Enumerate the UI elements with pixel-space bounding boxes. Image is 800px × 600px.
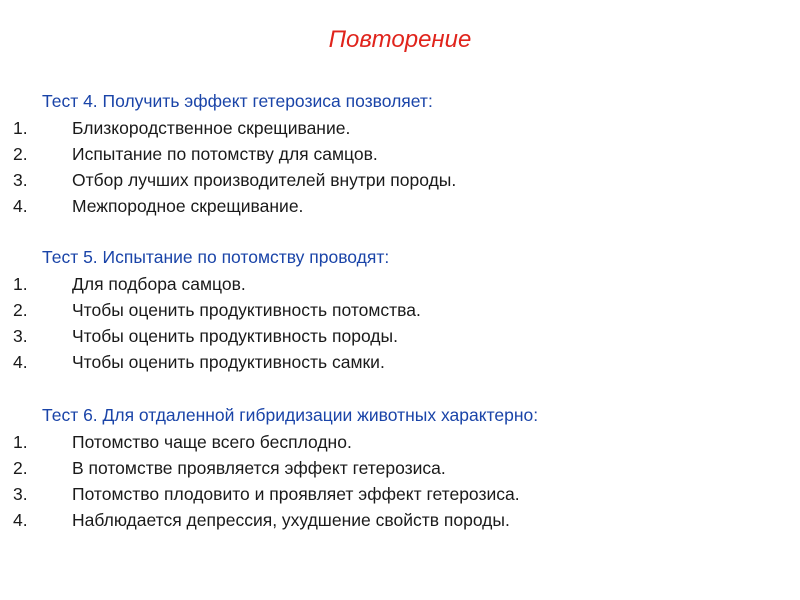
- option-number: 3.: [13, 484, 28, 504]
- option-text: В потомстве проявляется эффект гетерозиса.: [72, 458, 446, 478]
- option-number: 2.: [13, 458, 28, 478]
- option-number: 4.: [13, 352, 28, 372]
- option-number: 1.: [13, 432, 28, 452]
- option-number: 1.: [13, 118, 28, 138]
- test-question: Тест 5. Испытание по потомству проводят:: [42, 247, 390, 267]
- option-text: Испытание по потомству для самцов.: [72, 144, 378, 164]
- option-text: Отбор лучших производителей внутри породы.: [72, 170, 457, 190]
- test-question: Тест 6. Для отдаленной гибридизации животных характерно:: [42, 405, 539, 425]
- option-text: Чтобы оценить продуктивность потомства.: [72, 300, 421, 320]
- option-number: 3.: [13, 170, 28, 190]
- option-number: 1.: [13, 274, 28, 294]
- option-text: Близкородственное скрещивание.: [72, 118, 351, 138]
- option-text: Чтобы оценить продуктивность самки.: [72, 352, 385, 372]
- option-number: 4.: [13, 510, 28, 530]
- test-question: Тест 4. Получить эффект гетерозиса позволяет:: [42, 91, 433, 111]
- option-text: Для подбора самцов.: [72, 274, 246, 294]
- option-text: Чтобы оценить продуктивность породы.: [72, 326, 398, 346]
- option-text: Потомство чаще всего бесплодно.: [72, 432, 352, 452]
- option-text: Потомство плодовито и проявляет эффект гетерозиса.: [72, 484, 520, 504]
- option-number: 2.: [13, 144, 28, 164]
- slide-title: Повторение: [328, 26, 472, 53]
- option-number: 4.: [13, 196, 28, 216]
- option-number: 2.: [13, 300, 28, 320]
- option-number: 3.: [13, 326, 28, 346]
- option-text: Межпородное скрещивание.: [72, 196, 304, 216]
- option-text: Наблюдается депрессия, ухудшение свойств породы.: [72, 510, 510, 530]
